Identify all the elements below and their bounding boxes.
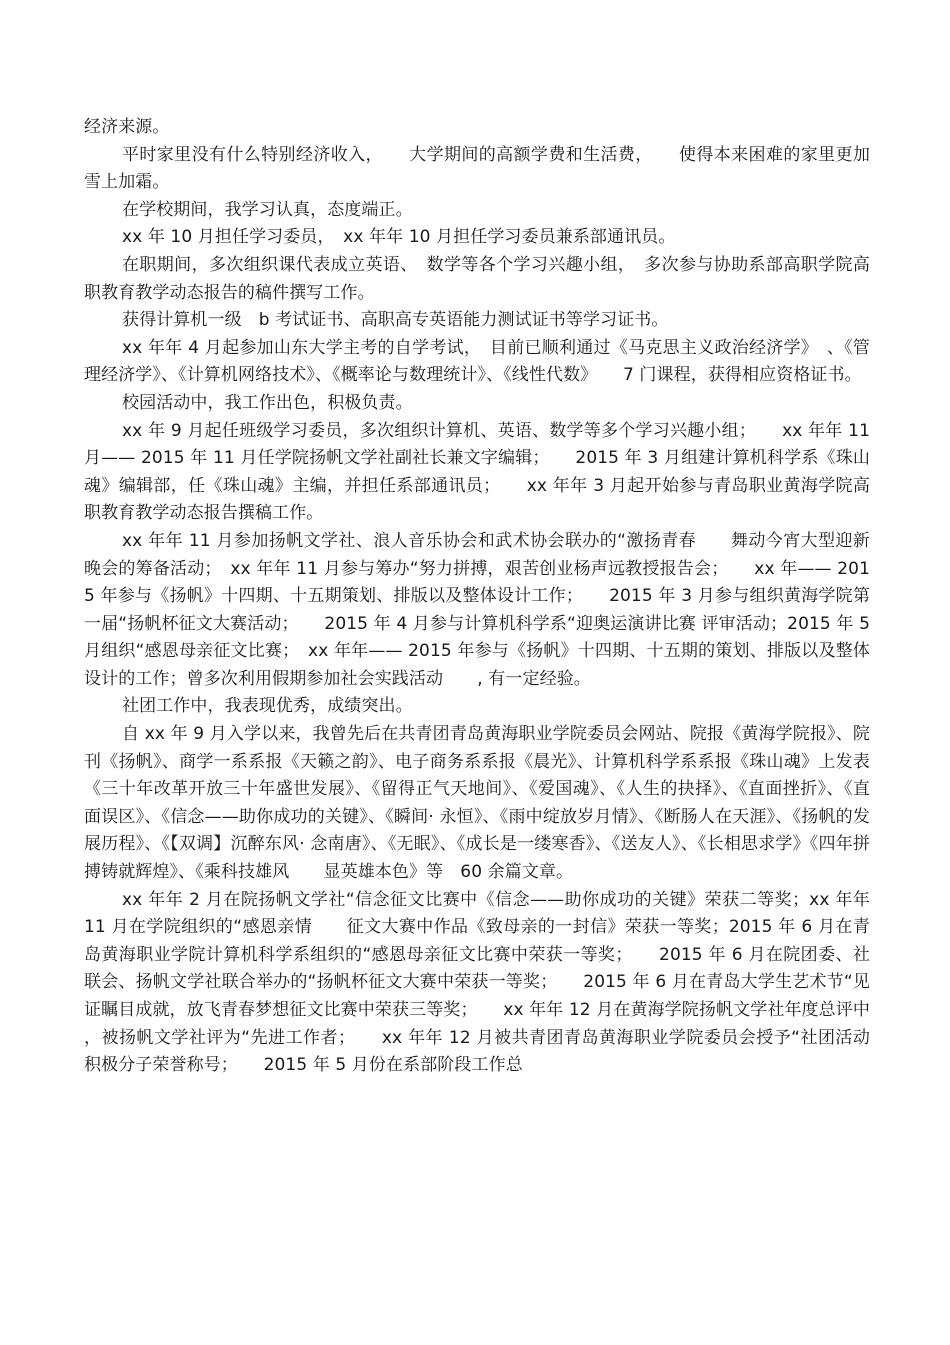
paragraph: 自 xx 年 9 月入学以来，我曾先后在共青团青岛黄海职业学院委员会网站、院报《黄海学院报》、院刊《扬帆》、商学一系系报《天籁之韵》、电子商务系系报《晨光》、计算机科学系系报《珠山魂》上发表《三十年改革开放三十年盛世发展》、《留得正气天地间》、《爱国魂》、《人生的抉择》、《直面挫折》、《直面误区》、《信念——助你成功的关键》、《瞬间· 永恒》、《雨中绽放岁月情》、《断肠人在天涯》、《扬帆的发展历程》、《【双调】沉醉东风· 念南唐》、《无眠》、《成长是一缕寒香》、《送友人》、《长相思求学》《四年拼搏铸就辉煌》、《乘科技雄风 显英雄本色》等 60 余篇文章。 (84, 724, 870, 883)
paragraph: xx 年 10 月担任学习委员， xx 年年 10 月担任学习委员兼系部通讯员。 (122, 227, 676, 248)
paragraph: xx 年年 2 月在院扬帆文学社“信念征文比赛中《信念——助你成功的关键》荣获二等奖；xx 年年 11 月在学院组织的“感恩亲情 征文大赛中作品《致母亲的一封信》荣获一等奖；2015 年 6 月在青岛黄海职业学院计算机科学系组织的“感恩母亲征文比赛中荣获一等奖； 2015 年 6 月在院团委、社联会、扬帆文学社联合举办的“扬帆杯征文大赛中荣获一等奖； 2015 年 6 月在青岛大学生艺术节“见证瞩目成就，放飞青春梦想征文比赛中荣获三等奖； xx 年年 12 月在黄海学院扬帆文学社年度总评中，被扬帆文学社评为“先进工作者； xx 年年 12 月被共青团青岛黄海职业学院委员会授予“社团活动积极分子荣誉称号； 2015 年 5 月份在系部阶段工作总 (84, 889, 870, 1076)
paragraph: xx 年年 11 月参加扬帆文学社、浪人音乐协会和武术协会联办的“激扬青春 舞动今宵大型迎新晚会的筹备活动； xx 年年 11 月参与筹办“努力拼搏，艰苦创业杨声远教授报告会； xx 年—— 2015 年参与《扬帆》十四期、十五期策划、排版以及整体设计工作； 2015 年 3 月参与组织黄海学院第一届“扬帆杯征文大赛活动； 2015 年 4 月参与计算机科学系“迎奥运演讲比赛 评审活动；2015 年 5 月组织“感恩母亲征文比赛； xx 年年—— 2015 年参与《扬帆》十四期、十五期的策划、排版以及整体设计的工作；曾多次利用假期参加社会实践活动 , 有一定经验。 (84, 530, 870, 689)
paragraph: 校园活动中，我工作出色，积极负责。 (122, 392, 413, 413)
paragraph: xx 年年 4 月起参加山东大学主考的自学考试， 目前已顺利通过《马克思主义政治经济学》 、《管理经济学》、《计算机网络技术》、《概率论与数理统计》、《线性代数》 7 门课程，获得相应资格证书。 (84, 337, 870, 386)
paragraph: 经济来源。 (84, 117, 170, 137)
paragraph: xx 年 9 月起任班级学习委员，多次组织计算机、英语、数学等多个学习兴趣小组； xx 年年 11 月—— 2015 年 11 月任学院扬帆文学社副社长兼文字编辑； 2015 年 3 月组建计算机科学系《珠山魂》编辑部，任《珠山魂》主编，并担任系部通讯员； xx 年年 3 月起开始参与青岛职业黄海学院高职教育教学动态报告撰稿工作。 (84, 420, 870, 524)
document-body (84, 114, 870, 1080)
paragraph: 社团工作中，我表现优秀，成绩突出。 (122, 696, 413, 717)
paragraph: 在学校期间，我学习认真，态度端正。 (122, 199, 413, 220)
paragraph: 平时家里没有什么特别经济收入， 大学期间的高额学费和生活费， 使得本来困难的家里更加雪上加霜。 (84, 144, 870, 193)
paragraph: 获得计算机一级 b 考试证书、高职高专英语能力测试证书等学习证书。 (122, 310, 669, 331)
paragraph: 在职期间，多次组织课代表成立英语、 数学等各个学习兴趣小组， 多次参与协助系部高职学院高职教育教学动态报告的稿件撰写工作。 (84, 254, 870, 303)
